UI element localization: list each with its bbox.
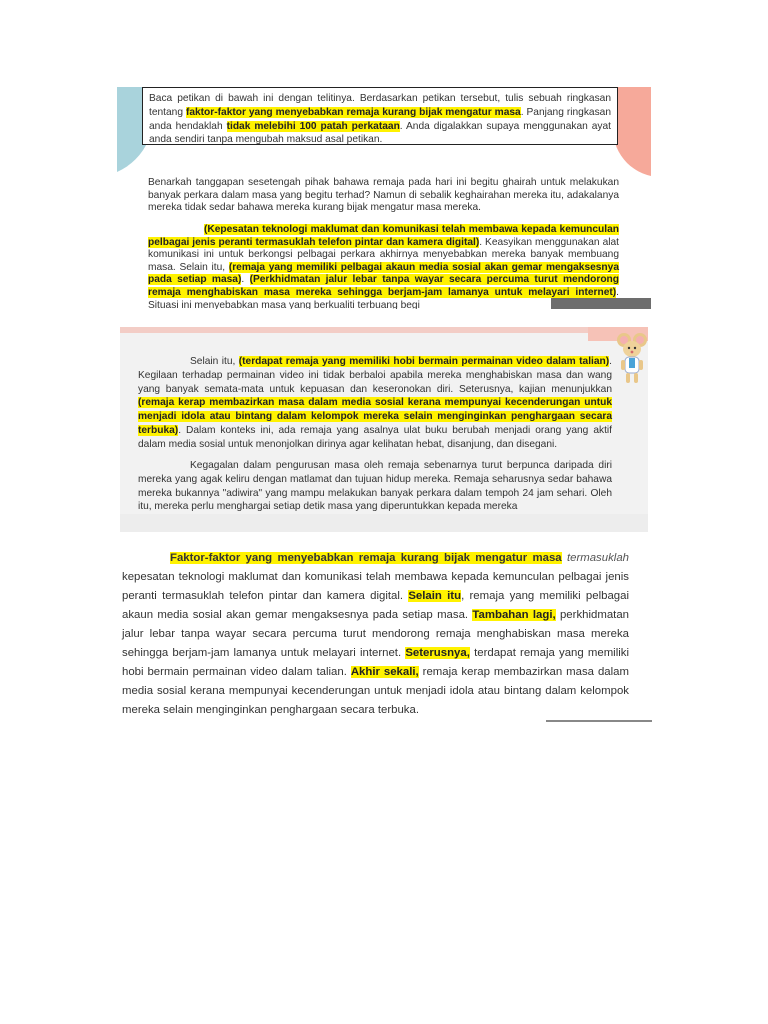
- passage2-text: Selain itu,: [190, 356, 239, 367]
- image-edge-strip: [551, 298, 651, 309]
- summary-connector-1: Selain itu: [408, 590, 462, 602]
- decorative-band: [120, 327, 648, 333]
- passage1-paragraph-2: [148, 224, 619, 309]
- passage2-paragraph-2: [138, 459, 612, 514]
- instruction-text: Baca petikan di bawah ini dengan telitinya. Berdasarkan petikan tersebut, tulis sebuah ringkasan tentang: [149, 93, 611, 118]
- instruction-text: . Panjang ringkasan anda hendaklah: [149, 106, 611, 132]
- summary-text: kepesatan teknologi maklumat dan komunikasi telah membawa kepada kemunculan pelbagai jenis peranti termasuklah telefon pintar dan kamera digital.: [122, 571, 629, 602]
- passage1-highlight-1: (Kepesatan teknologi maklumat dan komunikasi telah membawa kepada kemunculan pelbagai jenis peranti termasuklah telefon pintar dan kamera digital): [148, 224, 619, 248]
- passage1-text: . Situasi ini menyebabkan masa yang berkualiti terbuang begi: [148, 286, 619, 309]
- instruction-highlight-topic: faktor-faktor yang menyebabkan remaja kurang bijak mengatur masa: [185, 106, 521, 118]
- passage2-highlight-2: (remaja kerap membazirkan masa dalam media sosial kerana mempunyai kecenderungan untuk menjadi idola atau bintang dalam kelompok mereka selain menginginkan penghargaan secara terbuka): [138, 397, 612, 436]
- passage1-text: .: [241, 274, 250, 286]
- summary-text: terdapat remaja yang memiliki hobi bermain permainan video dalam talian.: [122, 647, 630, 678]
- summary-connector-4: Akhir sekali,: [350, 666, 419, 678]
- passage1-highlight-3: (Perkhidmatan jalur lebar tanpa wayar secara percuma turut mendorong remaja menghabiskan masa mereka sehingga berjam-jam lamanya untuk melayari internet): [148, 274, 619, 298]
- instruction-box: [142, 87, 618, 145]
- passage2-paragraph-1: [138, 355, 612, 452]
- passage-panel-2: [120, 327, 648, 532]
- summary-text: perkhidmatan jalur lebar tanpa wayar secara percuma turut mendorong remaja menghabiskan masa mereka sehingga berjam-jam lamanya untuk melayari internet.: [122, 609, 629, 659]
- summary-connector-2: Tambahan lagi,: [472, 609, 556, 621]
- summary-connector-3: Seterusnya,: [405, 647, 470, 659]
- passage2-text: . Kegilaan terhadap permainan video ini tidak berbaloi apabila mereka menghabiskan masa dan wang yang banyak semata-mata untuk kepuasan dan keseronokan diri. Seterusnya, kajian menunjukkan: [138, 356, 612, 395]
- passage-panel-1: [117, 87, 651, 309]
- summary-italic-word: termasuklah: [561, 552, 629, 564]
- mouse-mascot-icon: [616, 331, 648, 387]
- summary-paragraph: [122, 549, 629, 720]
- divider-line: [546, 720, 652, 722]
- panel-bottom-shade: [120, 514, 648, 532]
- passage2-text: Kegagalan dalam pengurusan masa oleh remaja sebenarnya turut berpunca daripada diri mereka yang agak keliru dengan matlamat dan tujuan hidup mereka. Remaja seharusnya sedar bahawa mereka bukannya "adiwira" yang mampu melakukan banyak perkara dalam tempoh 24 jam sehari. Oleh itu, mereka perlu menghargai setiap detik masa yang diperuntukkan kepada mereka: [138, 460, 612, 513]
- summary-text: , remaja yang memiliki pelbagai akaun media sosial akan gemar mengaksesnya pada setiap masa.: [122, 590, 629, 621]
- passage1-text: . Keasyikan menggunakan alat komunikasi ini untuk berkongsi pelbagai perkara akhirnya menyebabkan mereka banyak membuang masa. Selain itu,: [148, 236, 619, 273]
- summary-text: remaja kerap membazirkan masa dalam media sosial kerana mempunyai kecenderungan untuk menjadi idola atau bintang dalam kelompok mereka selain menginginkan penghargaan secara terbuka.: [122, 666, 629, 716]
- summary-heading: Faktor-faktor yang menyebabkan remaja kurang bijak mengatur masa: [170, 552, 562, 564]
- passage2-text: . Dalam konteks ini, ada remaja yang asalnya ulat buku berubah menjadi orang yang aktif dalam media sosial untuk menonjolkan dirinya agar kelihatan hebat, disanjung, dan disegani.: [138, 424, 612, 450]
- passage1-paragraph-1: Benarkah tanggapan sesetengah pihak bahawa remaja pada hari ini begitu ghairah untuk melakukan banyak perkara dalam masa yang begitu terhad? Namun di sebalik keghairahan mereka itu, adakalanya mereka tidak sedar bahawa mereka kurang bijak mengatur masa mereka.: [148, 177, 619, 214]
- decorative-pink-blob: [613, 87, 651, 177]
- passage1-highlight-2: (remaja yang memiliki pelbagai akaun media sosial akan gemar mengaksesnya pada setiap masa): [148, 261, 619, 286]
- instruction-highlight-wordlimit: tidak melebihi 100 patah perkataan: [226, 120, 400, 132]
- passage2-highlight-1: (terdapat remaja yang memiliki hobi bermain permainan video dalam talian): [238, 356, 610, 367]
- instruction-text: . Anda digalakkan supaya menggunakan ayat anda sendiri tanpa mengubah maksud asal petikan.: [149, 120, 611, 146]
